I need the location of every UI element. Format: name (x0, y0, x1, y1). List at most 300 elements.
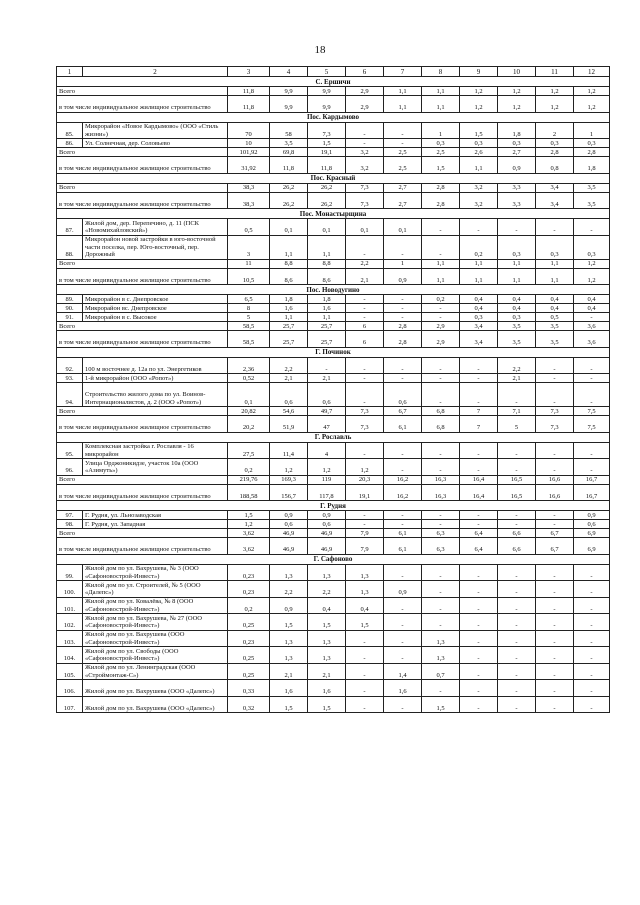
value-cell: - (346, 663, 384, 680)
value-cell: 1,2 (460, 96, 498, 113)
value-cell: 1,6 (308, 304, 346, 313)
value-cell: - (574, 581, 610, 598)
value-cell: 2,5 (422, 148, 460, 157)
value-cell: 6,7 (536, 529, 574, 538)
value-cell: 7,3 (536, 407, 574, 416)
row-number: 90. (57, 304, 83, 313)
value-cell: - (536, 630, 574, 647)
value-cell: 0,33 (228, 680, 270, 697)
value-cell: 9,9 (308, 87, 346, 96)
value-cell: 25,7 (308, 322, 346, 331)
value-cell: 1,1 (384, 96, 422, 113)
value-cell: 6,8 (422, 416, 460, 433)
value-cell: - (574, 614, 610, 631)
housing-construction-table (56, 66, 610, 713)
value-cell: 2,9 (422, 322, 460, 331)
value-cell: - (384, 614, 422, 631)
value-cell: 16,4 (460, 475, 498, 484)
section-title: Пос. Новодугино (57, 285, 610, 295)
value-cell: - (460, 696, 498, 713)
value-cell: 1,1 (308, 313, 346, 322)
value-cell: 0,25 (228, 647, 270, 664)
value-cell: 6,6 (498, 529, 536, 538)
value-cell: 3,6 (574, 322, 610, 331)
section-header-row (57, 501, 610, 511)
value-cell: 0,5 (536, 313, 574, 322)
value-cell: 0,4 (308, 597, 346, 614)
section-title: Пос. Кардымово (57, 112, 610, 122)
value-cell: - (384, 630, 422, 647)
row-number: 98. (57, 520, 83, 529)
table-row (57, 357, 610, 374)
value-cell: 54,6 (270, 407, 308, 416)
value-cell: 0,5 (228, 219, 270, 236)
row-label: в том числе индивидуальное жилищное строительство (57, 416, 228, 433)
value-cell: 1,2 (574, 268, 610, 285)
value-cell: 1,1 (422, 87, 460, 96)
value-cell: - (574, 459, 610, 476)
value-cell: - (498, 614, 536, 631)
value-cell: - (422, 680, 460, 697)
value-cell: - (460, 219, 498, 236)
value-cell: 6,6 (498, 538, 536, 555)
value-cell: 19,1 (346, 484, 384, 501)
value-cell: 0,4 (460, 304, 498, 313)
section-title: Г. Рославль (57, 432, 610, 442)
row-label: Улица Орджоникидзе, участок 10а (ООО «Азимуть») (83, 459, 228, 476)
value-cell: 51,9 (270, 416, 308, 433)
value-cell: - (346, 304, 384, 313)
row-label: в том числе индивидуальное жилищное строительство (57, 96, 228, 113)
value-cell: 0,9 (384, 268, 422, 285)
row-number: 97. (57, 511, 83, 520)
value-cell: - (460, 630, 498, 647)
value-cell: 3,5 (498, 322, 536, 331)
table-row (57, 122, 610, 139)
value-cell: - (574, 647, 610, 664)
value-cell: 26,2 (308, 192, 346, 209)
value-cell: - (536, 383, 574, 407)
value-cell: - (346, 680, 384, 697)
value-cell: 1,5 (308, 614, 346, 631)
row-label: Всего (57, 407, 228, 416)
value-cell: 1,1 (460, 259, 498, 268)
value-cell: 8,6 (270, 268, 308, 285)
value-cell: 3,62 (228, 538, 270, 555)
header-cell: 10 (498, 67, 536, 77)
value-cell: 20,2 (228, 416, 270, 433)
row-label: в том числе индивидуальное жилищное строительство (57, 192, 228, 209)
value-cell: 16,7 (574, 475, 610, 484)
value-cell: - (422, 235, 460, 259)
value-cell: - (498, 680, 536, 697)
value-cell: 2,36 (228, 357, 270, 374)
row-number: 86. (57, 139, 83, 148)
value-cell: 0,4 (460, 295, 498, 304)
value-cell: 7 (460, 407, 498, 416)
row-label: Ул. Солнечная, дер. Соловьево (83, 139, 228, 148)
value-cell: 1,3 (346, 581, 384, 598)
value-cell: 2,2 (270, 357, 308, 374)
value-cell: - (536, 442, 574, 459)
value-cell: 0,3 (574, 139, 610, 148)
value-cell: 2,5 (384, 157, 422, 174)
value-cell: - (346, 357, 384, 374)
value-cell: 3,5 (536, 322, 574, 331)
value-cell: 6,1 (384, 416, 422, 433)
value-cell: 19,1 (308, 148, 346, 157)
value-cell: 0,25 (228, 663, 270, 680)
table-row (57, 647, 610, 664)
value-cell: 0,3 (574, 235, 610, 259)
value-cell: 58,5 (228, 322, 270, 331)
value-cell: 2,2 (498, 357, 536, 374)
value-cell: 10 (228, 139, 270, 148)
section-title: Г. Сафоново (57, 554, 610, 564)
value-cell: 0,1 (270, 219, 308, 236)
value-cell: 3 (228, 235, 270, 259)
value-cell: 1,1 (498, 259, 536, 268)
row-number: 87. (57, 219, 83, 236)
value-cell: 0,23 (228, 630, 270, 647)
value-cell: - (498, 581, 536, 598)
value-cell: - (346, 235, 384, 259)
row-label: в том числе индивидуальное жилищное строительство (57, 157, 228, 174)
row-label: Строительство жилого дома по ул. Воинов-Интернационалистов, д. 2 (ООО «Ропот») (83, 383, 228, 407)
value-cell: - (422, 219, 460, 236)
header-cell: 4 (270, 67, 308, 77)
row-number: 101. (57, 597, 83, 614)
value-cell: 5 (228, 313, 270, 322)
value-cell: - (422, 304, 460, 313)
value-cell: - (422, 597, 460, 614)
value-cell: - (460, 614, 498, 631)
value-cell: 6 (346, 331, 384, 348)
value-cell: - (384, 235, 422, 259)
value-cell: - (498, 511, 536, 520)
row-label: Жилой дом по ул. Вахрушева (ООО «Сафоновострой-Инвест») (83, 630, 228, 647)
value-cell: 1,1 (498, 268, 536, 285)
value-cell: - (422, 459, 460, 476)
value-cell: - (536, 663, 574, 680)
value-cell: 1,2 (536, 87, 574, 96)
value-cell: - (536, 696, 574, 713)
value-cell: 0,3 (460, 139, 498, 148)
value-cell: 16,6 (536, 475, 574, 484)
value-cell: 0,2 (228, 597, 270, 614)
value-cell: 1,1 (460, 157, 498, 174)
value-cell: 46,9 (270, 529, 308, 538)
value-cell: 38,3 (228, 183, 270, 192)
value-cell: 0,1 (384, 219, 422, 236)
value-cell: - (422, 564, 460, 581)
value-cell: 7,1 (498, 407, 536, 416)
total-row (57, 192, 610, 209)
value-cell: 1,1 (270, 313, 308, 322)
value-cell: 0,9 (574, 511, 610, 520)
value-cell: 1,2 (498, 87, 536, 96)
row-number: 85. (57, 122, 83, 139)
table-row (57, 235, 610, 259)
value-cell: - (422, 383, 460, 407)
value-cell: 0,3 (422, 139, 460, 148)
value-cell: 0,6 (384, 383, 422, 407)
section-title: Пос. Красный (57, 173, 610, 183)
value-cell: 6,5 (228, 295, 270, 304)
total-row (57, 407, 610, 416)
value-cell: - (536, 459, 574, 476)
value-cell: 7,3 (346, 192, 384, 209)
value-cell: 69,8 (270, 148, 308, 157)
value-cell: - (460, 374, 498, 383)
value-cell: 25,7 (270, 331, 308, 348)
value-cell: - (460, 383, 498, 407)
value-cell: 20,3 (346, 475, 384, 484)
row-number: 96. (57, 459, 83, 476)
row-number: 103. (57, 630, 83, 647)
value-cell: 0,2 (422, 295, 460, 304)
row-number: 94. (57, 383, 83, 407)
row-label: Комплексная застройка г. Рославля - 16 микрорайон (83, 442, 228, 459)
row-number: 106. (57, 680, 83, 697)
value-cell: 6,4 (460, 529, 498, 538)
value-cell: - (422, 520, 460, 529)
value-cell: 16,4 (460, 484, 498, 501)
value-cell: - (498, 442, 536, 459)
value-cell: - (536, 374, 574, 383)
value-cell: - (308, 357, 346, 374)
table-row (57, 614, 610, 631)
value-cell: 1,6 (384, 680, 422, 697)
value-cell: 0,4 (574, 295, 610, 304)
row-number: 95. (57, 442, 83, 459)
value-cell: 38,3 (228, 192, 270, 209)
value-cell: 2,8 (422, 183, 460, 192)
header-cell: 1 (57, 67, 83, 77)
section-header-row (57, 432, 610, 442)
row-number: 89. (57, 295, 83, 304)
row-label: Микрорайон вс. Днепровское (83, 304, 228, 313)
value-cell: 2,1 (270, 663, 308, 680)
total-row (57, 157, 610, 174)
row-label: Микрорайон «Новое Кардымово» (ООО «Стиль жизни») (83, 122, 228, 139)
value-cell: - (536, 597, 574, 614)
section-header-row (57, 173, 610, 183)
value-cell: 46,9 (308, 529, 346, 538)
header-cell: 7 (384, 67, 422, 77)
value-cell: 2,8 (574, 148, 610, 157)
value-cell: - (574, 313, 610, 322)
section-title: Пос. Монастырщина (57, 209, 610, 219)
value-cell: 1,3 (308, 630, 346, 647)
value-cell: 0,1 (308, 219, 346, 236)
value-cell: 1,2 (574, 96, 610, 113)
value-cell: - (460, 564, 498, 581)
value-cell: 2,8 (384, 331, 422, 348)
value-cell: 11 (228, 259, 270, 268)
value-cell: - (574, 383, 610, 407)
value-cell: 1,3 (346, 564, 384, 581)
value-cell: 7,5 (574, 407, 610, 416)
value-cell: 11,4 (270, 442, 308, 459)
value-cell: - (498, 459, 536, 476)
header-cell: 2 (83, 67, 228, 77)
value-cell: 1,8 (270, 295, 308, 304)
value-cell: 7,3 (308, 122, 346, 139)
value-cell: 1,3 (422, 647, 460, 664)
total-row (57, 331, 610, 348)
row-label: Всего (57, 475, 228, 484)
section-header-row (57, 209, 610, 219)
value-cell: 1,2 (228, 520, 270, 529)
value-cell: 8,6 (308, 268, 346, 285)
value-cell: 0,3 (536, 139, 574, 148)
value-cell: - (498, 219, 536, 236)
value-cell: 7,5 (574, 416, 610, 433)
row-label: в том числе индивидуальное жилищное строительство (57, 484, 228, 501)
value-cell: 7,3 (536, 416, 574, 433)
value-cell: 1,2 (460, 87, 498, 96)
value-cell: 0,4 (498, 295, 536, 304)
value-cell: 3,5 (574, 183, 610, 192)
value-cell: 16,6 (536, 484, 574, 501)
value-cell: - (574, 442, 610, 459)
value-cell: 25,7 (308, 331, 346, 348)
row-number: 91. (57, 313, 83, 322)
total-row (57, 538, 610, 555)
value-cell: 6,1 (384, 538, 422, 555)
value-cell: 0,4 (498, 304, 536, 313)
value-cell: 3,4 (536, 192, 574, 209)
value-cell: - (384, 295, 422, 304)
value-cell: - (574, 564, 610, 581)
value-cell: 2,6 (460, 148, 498, 157)
value-cell: 3,6 (574, 331, 610, 348)
total-row (57, 259, 610, 268)
total-row (57, 96, 610, 113)
value-cell: 16,3 (422, 475, 460, 484)
value-cell: 0,3 (498, 313, 536, 322)
value-cell: 3,4 (460, 322, 498, 331)
value-cell: - (422, 313, 460, 322)
value-cell: 16,5 (498, 475, 536, 484)
value-cell: 1,8 (574, 157, 610, 174)
value-cell: 7,9 (346, 529, 384, 538)
value-cell: 3,5 (536, 331, 574, 348)
value-cell: - (384, 564, 422, 581)
value-cell: 0,4 (536, 295, 574, 304)
value-cell: - (346, 374, 384, 383)
value-cell: 46,9 (270, 538, 308, 555)
table-row (57, 680, 610, 697)
value-cell: 1,4 (384, 663, 422, 680)
total-row (57, 183, 610, 192)
row-label: Г. Рудня, ул. Западная (83, 520, 228, 529)
value-cell: 11,8 (228, 96, 270, 113)
value-cell: - (536, 357, 574, 374)
value-cell: 2,8 (422, 192, 460, 209)
value-cell: 1,1 (422, 268, 460, 285)
value-cell: 169,3 (270, 475, 308, 484)
value-cell: 0,3 (498, 139, 536, 148)
value-cell: 2,7 (384, 183, 422, 192)
value-cell: 7,3 (346, 416, 384, 433)
value-cell: 0,4 (346, 597, 384, 614)
value-cell: 3,4 (460, 331, 498, 348)
row-label: 1-й микрорайон (ООО «Ропот») (83, 374, 228, 383)
value-cell: - (384, 374, 422, 383)
value-cell: 6,8 (422, 407, 460, 416)
value-cell: 1,1 (536, 259, 574, 268)
row-label: Жилой дом по ул. Ковалёва, № 8 (ООО «Сафоновострой-Инвест») (83, 597, 228, 614)
header-cell: 5 (308, 67, 346, 77)
value-cell: 117,8 (308, 484, 346, 501)
table-row (57, 383, 610, 407)
value-cell: 16,2 (384, 475, 422, 484)
value-cell: 3,3 (498, 183, 536, 192)
value-cell: 7,3 (346, 407, 384, 416)
value-cell: 46,9 (308, 538, 346, 555)
row-number: 105. (57, 663, 83, 680)
table-row (57, 564, 610, 581)
row-label: Жилой дом по ул. Ленинградская (ООО «Строймонтаж-С») (83, 663, 228, 680)
value-cell: - (460, 581, 498, 598)
value-cell: 6,7 (536, 538, 574, 555)
value-cell: 16,3 (422, 484, 460, 501)
value-cell: 2,1 (308, 374, 346, 383)
value-cell: - (460, 357, 498, 374)
value-cell: 16,5 (498, 484, 536, 501)
value-cell: - (574, 663, 610, 680)
value-cell: - (346, 122, 384, 139)
value-cell: - (346, 313, 384, 322)
value-cell: 2 (536, 122, 574, 139)
value-cell: - (460, 647, 498, 664)
value-cell: - (536, 647, 574, 664)
value-cell: - (574, 696, 610, 713)
value-cell: 1,8 (498, 122, 536, 139)
value-cell: 1,1 (270, 235, 308, 259)
value-cell: 16,2 (384, 484, 422, 501)
table-row (57, 511, 610, 520)
value-cell: 1,3 (270, 647, 308, 664)
value-cell: 1,3 (308, 647, 346, 664)
value-cell: - (460, 459, 498, 476)
value-cell: 1,5 (308, 139, 346, 148)
value-cell: 5 (498, 416, 536, 433)
value-cell: 1,2 (498, 96, 536, 113)
value-cell: 3,2 (346, 148, 384, 157)
table-row (57, 374, 610, 383)
value-cell: 26,2 (270, 183, 308, 192)
value-cell: 1,8 (308, 295, 346, 304)
row-label: Всего (57, 148, 228, 157)
value-cell: 0,2 (228, 459, 270, 476)
value-cell: 1,5 (228, 511, 270, 520)
value-cell: 6,9 (574, 529, 610, 538)
total-row (57, 529, 610, 538)
value-cell: 1,2 (574, 259, 610, 268)
value-cell: 7,3 (346, 183, 384, 192)
row-number: 100. (57, 581, 83, 598)
value-cell: 0,1 (346, 219, 384, 236)
value-cell: 7 (460, 416, 498, 433)
value-cell: - (422, 357, 460, 374)
value-cell: - (498, 630, 536, 647)
value-cell: - (346, 511, 384, 520)
value-cell: - (422, 511, 460, 520)
value-cell: - (498, 383, 536, 407)
